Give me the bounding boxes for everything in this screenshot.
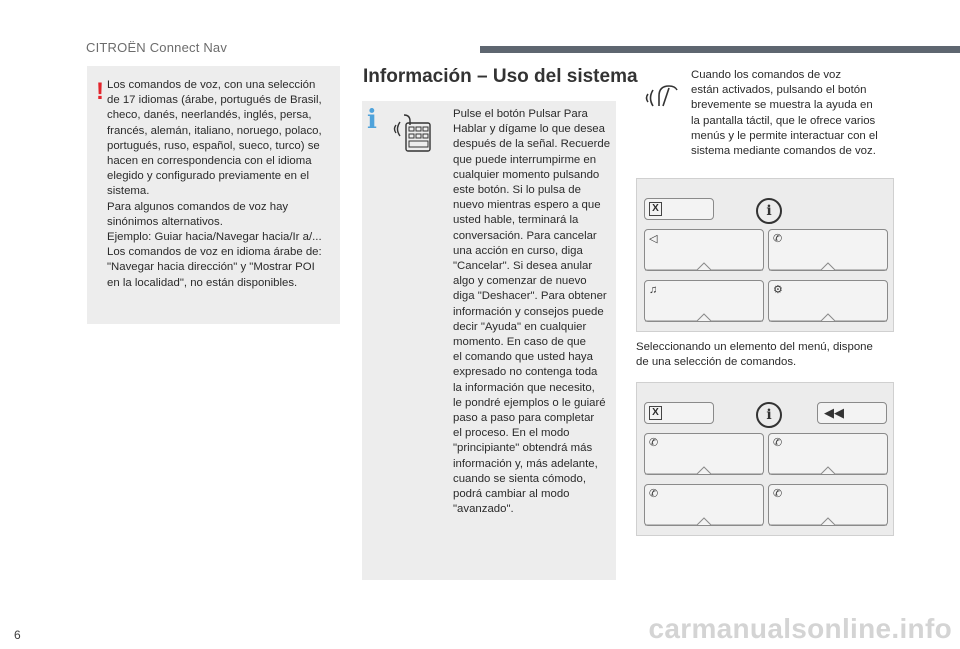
back-button[interactable] [817,402,887,424]
menu-selection-text: Seleccionando un elemento del menú, dispone de una selección de comandos. [636,341,873,369]
help-info-icon[interactable]: i [756,198,782,224]
close-button[interactable] [644,198,714,220]
page-number: 6 [14,628,21,642]
info-box [362,101,616,580]
watermark: carmanualsonline.info [648,613,952,644]
voice-help-text: Cuando los comandos de voz están activados, pulsando el botón brevemente se muestra la ayuda en la pantalla táctil, que le ofrece varios menús y le permite interactuar con el sistema mediante comandos de voz. [691,69,878,158]
command-button[interactable] [768,433,888,475]
voice-command-icon [644,82,680,110]
command-button[interactable] [768,484,888,526]
command-button[interactable] [644,484,764,526]
header-title: CITROËN Connect Nav [86,40,228,55]
info-text: Pulse el botón Pulsar Para Hablar y dígame lo que desea después de la señal. Recuerde que puede interrumpirme en cualquier momento pulsando este botón. Si lo pulsa de nuevo mientras espero a que usted hable, terminará la conversación. Para cancelar una acción en curso, diga "Cancelar". Si desea anular algo y comenzar de nuevo diga "Deshacer". Para obtener información y consejos puede decir "Ayuda" en cualquier momento. En caso de que el comando que usted haya expresado no contenga toda la información que necesito, le pondré ejemplos o le guiaré paso a paso para completar el proceso. En el modo "principiante" obtendrá más información y, más adelante, cuando se sienta cómodo, podrá cambiar al modo "avanzado". [453,108,611,516]
phone-icon: ✆ [649,488,659,500]
close-icon: X [649,406,662,420]
menu-button-navigation[interactable] [644,229,764,271]
music-note-icon: ♫ [649,284,658,296]
menu-button-telephone[interactable] [768,229,888,271]
warning-exclamation-icon: ! [96,78,104,105]
warning-text: Los comandos de voz, con una selección de 17 idiomas (árabe, portugués de Brasil, checo, danés, neerlandés, inglés, persa, francés, alemán, italiano, noruego, polaco, portugués, ruso, español, sueco, turco) se hacen en correspondencia con el idioma elegido y configurado previamente en el sistema. Para algunos comandos de voz hay sinónimos alternativos. Ejemplo: Guiar hacia/Navegar hacia/Ir a/... Los comandos de voz en idioma árabe de: "Navegar hacia dirección" y "Mostrar POI en la localidad", no están disponibles. [107,79,322,289]
phone-icon: ✆ [649,437,659,449]
menu-button-settings[interactable] [768,280,888,322]
section-title: Información – Uso del sistema [363,66,638,87]
help-screen-submenu [636,382,894,536]
rewind-icon: ◀◀ [824,405,844,420]
warning-box [87,66,340,324]
voice-keypad-icon [392,111,432,153]
menu-button-media[interactable] [644,280,764,322]
help-screen-main-menu [636,178,894,332]
settings-icon: ⚙ [773,284,783,296]
phone-icon: ✆ [773,233,783,245]
help-info-icon[interactable]: i [756,402,782,428]
navigation-icon: ◁ [649,233,658,245]
info-i-icon: i [367,105,377,135]
phone-icon: ✆ [773,488,783,500]
phone-icon: ✆ [773,437,783,449]
close-icon: X [649,202,662,216]
header-bar [480,46,960,53]
close-button[interactable] [644,402,714,424]
command-button[interactable] [644,433,764,475]
